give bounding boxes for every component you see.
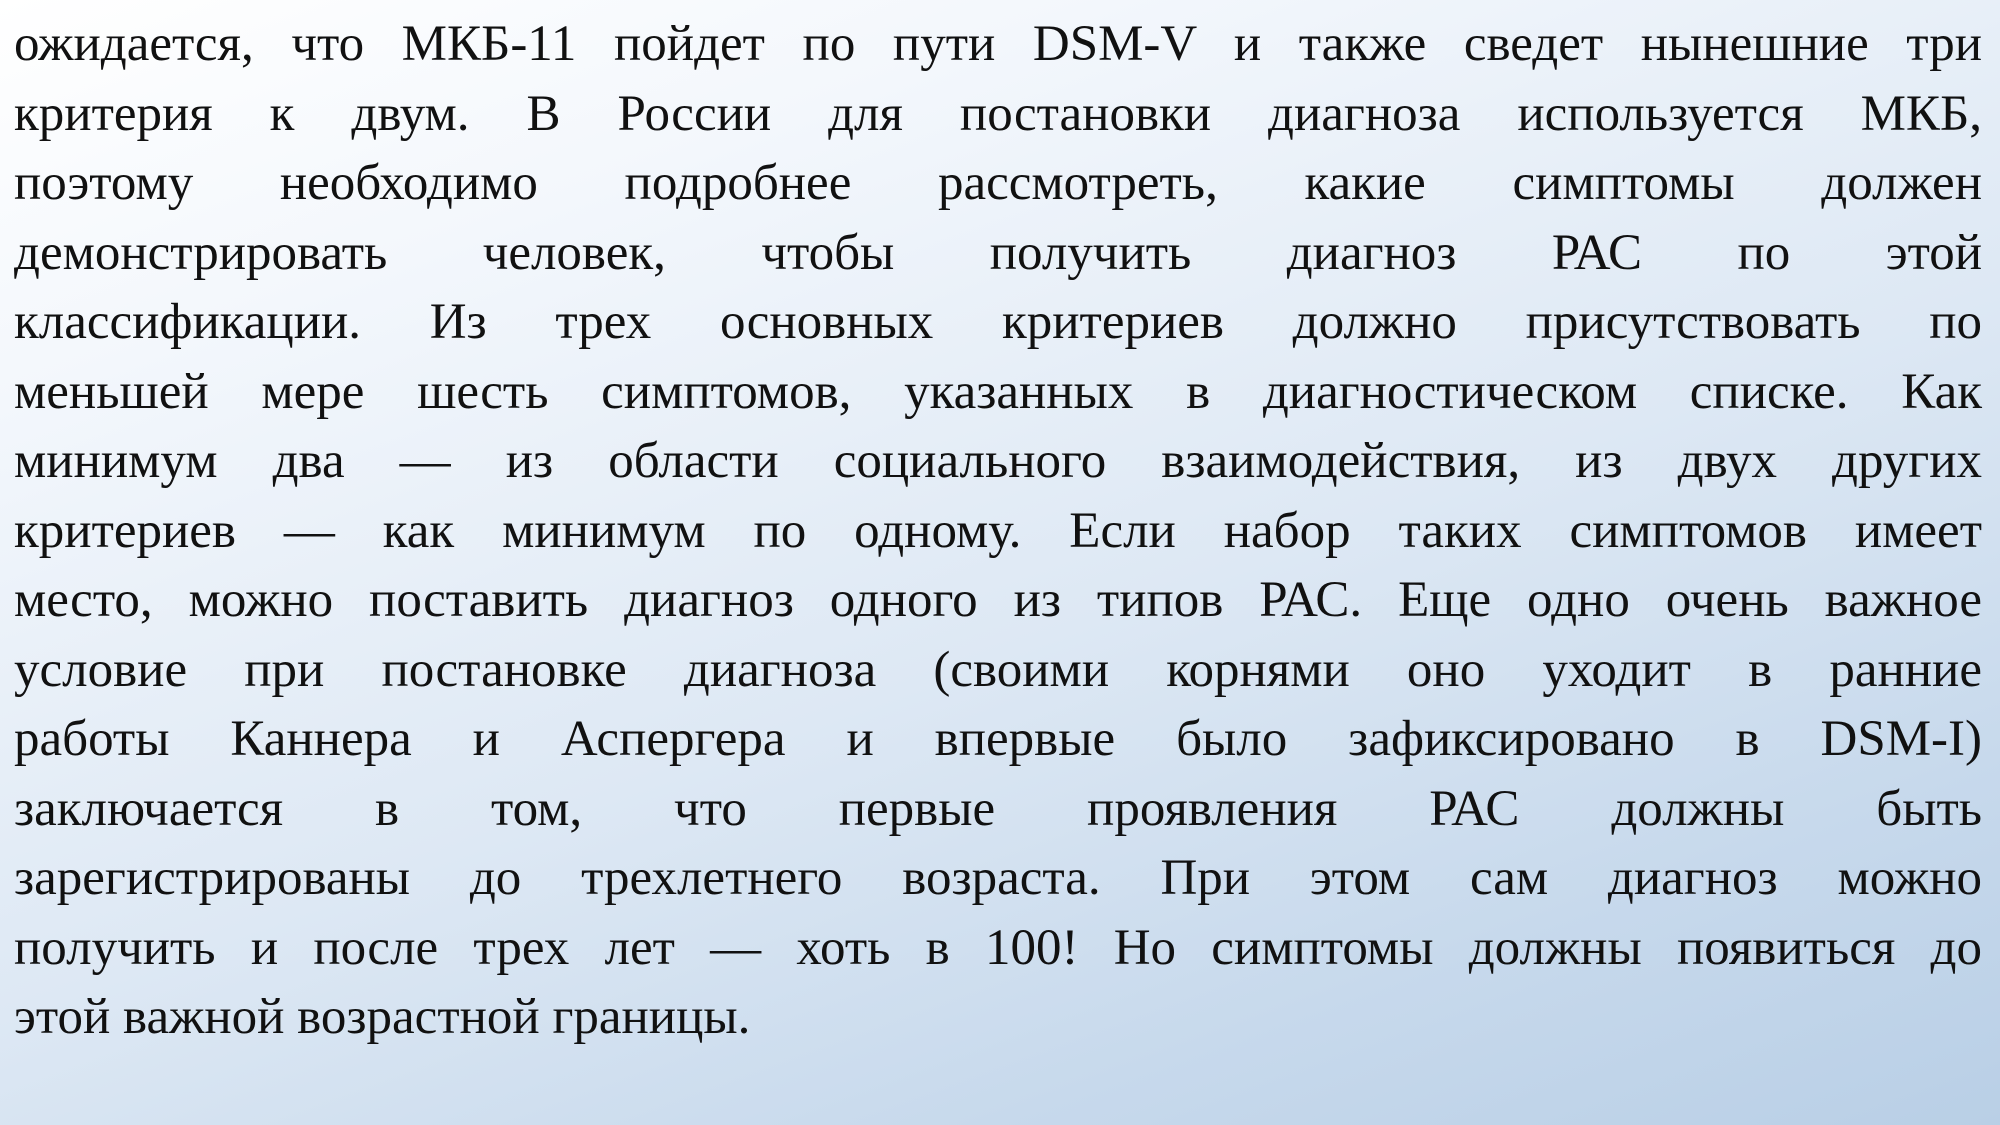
text-line: поэтому необходимо подробнее рассмотреть, какие симптомы должен	[14, 155, 1982, 211]
text-line: ожидается, что МКБ-11 пойдет по пути DSM-V и также сведет нынешние три	[14, 16, 1982, 72]
text-line: работы Каннера и Аспергера и впервые было зафиксировано в DSM-I)	[14, 711, 1982, 767]
text-line: место, можно поставить диагноз одного из типов РАС. Еще одно очень важное	[14, 572, 1982, 628]
text-line-last: этой важной возрастной границы.	[14, 989, 751, 1045]
text-line: условие при постановке диагноза (своими корнями оно уходит в ранние	[14, 641, 1982, 698]
text-line: классификации. Из трех основных критериев должно присутствовать по	[14, 294, 1982, 350]
text-line: меньшей мере шесть симптомов, указанных в диагностическом списке. Как	[14, 363, 1982, 420]
text-line: получить и после трех лет — хоть в 100! Но симптомы должны появиться до	[14, 919, 1982, 976]
body-text	[14, 10, 1982, 1053]
text-line: критериев — как минимум по одному. Если набор таких симптомов имеет	[14, 502, 1982, 559]
text-line: заключается в том, что первые проявления РАС должны быть	[14, 780, 1982, 837]
text-line: критерия к двум. В России для постановки диагноза используется МКБ,	[14, 85, 1982, 142]
text-line: демонстрировать человек, чтобы получить диагноз РАС по этой	[14, 224, 1982, 281]
text-line: минимум два — из области социального взаимодействия, из двух других	[14, 433, 1982, 489]
text-line: зарегистрированы до трехлетнего возраста. При этом сам диагноз можно	[14, 850, 1982, 906]
